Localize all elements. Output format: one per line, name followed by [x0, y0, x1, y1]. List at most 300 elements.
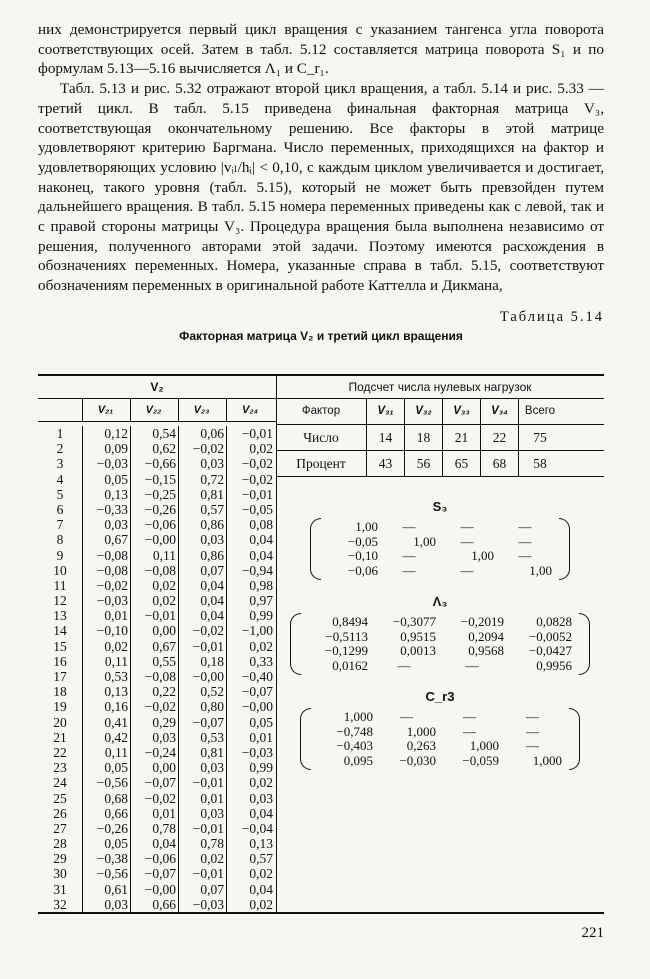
row-number: 25: [38, 791, 83, 806]
table-cell: 0,05: [83, 836, 131, 851]
percent-row: [276, 451, 604, 477]
matrix-row: [324, 535, 556, 550]
table-cell: 0,98: [249, 577, 273, 593]
matrix-cell: 1,000: [406, 723, 436, 739]
table-cell: 0,04: [131, 836, 179, 851]
table-cell: 0,81: [179, 487, 227, 502]
matrix-cell: −0,403: [336, 738, 373, 753]
table-cell: −0,02: [241, 471, 273, 487]
row-number: 22: [38, 745, 83, 760]
table-row: [38, 563, 276, 578]
matrix-cell: —: [518, 533, 532, 549]
table-cell: 0,00: [131, 760, 179, 775]
table-cell: −0,00: [131, 882, 179, 897]
table-cell: −0,03: [179, 897, 227, 912]
table-cell: −0,01: [241, 426, 273, 441]
table-cell: 0,11: [83, 654, 131, 669]
table-cell: 0,72: [179, 472, 227, 487]
matrix-row: [324, 564, 556, 579]
matrix-cell: —: [402, 562, 416, 578]
matrix-cell: —: [402, 519, 416, 534]
table-cell: 0,13: [83, 684, 131, 699]
row-number: 7: [38, 517, 83, 532]
matrix-cell: —: [518, 519, 532, 534]
table-cell: 0,41: [83, 715, 131, 730]
table-row: [38, 426, 276, 441]
column-header: V₂₁: [83, 399, 131, 421]
table-cell: 0,01: [249, 729, 273, 745]
table-cell: −0,06: [131, 851, 179, 866]
row-number: 12: [38, 593, 83, 608]
row-number: 23: [38, 760, 83, 775]
table-cell: −0,01: [241, 486, 273, 502]
column-header: V₂₄: [242, 404, 258, 416]
column-header: V₃₄: [481, 399, 519, 424]
column-header: V₂₂: [131, 399, 179, 421]
table-cell: 0,09: [83, 441, 131, 456]
table-cell: 0,02: [249, 896, 273, 912]
row-number: 2: [38, 441, 83, 456]
table-cell: −0,02: [83, 578, 131, 593]
table-cell: −0,08: [131, 669, 179, 684]
matrix-row: [304, 615, 576, 630]
table-cell: −0,15: [131, 472, 179, 487]
left-parenthesis: [310, 518, 321, 580]
table-cell: 0,02: [179, 851, 227, 866]
table-cell: 0,54: [131, 426, 179, 441]
row-number: 9: [38, 548, 83, 563]
table-cell: −0,01: [131, 608, 179, 623]
table-cell: −0,01: [179, 775, 227, 790]
matrix-cell: −0,3077: [392, 614, 436, 629]
row-number: 17: [38, 669, 83, 684]
table-cell: 0,02: [249, 775, 273, 791]
row-number: 13: [38, 608, 83, 623]
matrix-cell: −0,2019: [460, 614, 504, 629]
table-cell: 0,01: [83, 608, 131, 623]
table-cell: −0,24: [131, 745, 179, 760]
row-number: 5: [38, 487, 83, 502]
table-cell: −0,94: [241, 562, 273, 578]
left-parenthesis: [300, 708, 311, 770]
table-cell: 0,04: [249, 881, 273, 897]
table-cell: 0,01: [131, 806, 179, 821]
table-row: [38, 639, 276, 654]
row-number: 1: [38, 426, 83, 441]
table-cell: −0,38: [83, 851, 131, 866]
matrix-cell: −0,0052: [528, 628, 572, 644]
table-cell: 0,02: [131, 578, 179, 593]
matrix-cell: 0,263: [406, 738, 436, 753]
right-parenthesis: [579, 613, 590, 675]
table-cell: −0,01: [179, 821, 227, 836]
table-cell: −0,07: [131, 866, 179, 881]
row-number: 3: [38, 456, 83, 471]
row-number: 6: [38, 502, 83, 517]
table-cell: −0,08: [83, 563, 131, 578]
v2-header: V₂: [38, 376, 276, 399]
matrix-cell: −0,059: [462, 752, 499, 768]
matrix-cell: —: [400, 709, 413, 724]
table-cell: −0,02: [131, 699, 179, 714]
row-number: 24: [38, 775, 83, 790]
row-number: 8: [38, 532, 83, 547]
matrix-cell: —: [402, 548, 416, 563]
paragraph-2: Табл. 5.13 и рис. 5.32 отражают второй цикл вращения, а табл. 5.14 и рис. 5.33 — третий цикл. В табл. 5.15 приведена финальная факторная матрица V₃, соответствующая окончательному решению. Все факторы в этой матрице удовлетворяют критерию Баргмана. Число переменных, приходящихся на фактор и удовлетворяющих условию |vᵢₗ/hᵢ| < 0,10, с каждым циклом увеличивается и достигает, наконец, такого уровня (табл. 5.15), который не может быть превзойден путем дальнейшего вращения. В табл. 5.15 номера переменных приведены как с левой, так и с правой стороны матрицы V₃. Процедура вращения была выполнена независимо от решения, полученного авторами этой задачи. Поэтому имеются расхождения в обозначениях переменных. Номера, указанные справа в табл. 5.15, соответствуют обозначениям переменных в оригинальной работе Каттелла и Дикмана,: [38, 80, 604, 295]
column-header: V₃₃: [443, 399, 481, 424]
matrix-cell: −0,06: [347, 562, 378, 578]
table-row: [38, 487, 276, 502]
row-number: 14: [38, 623, 83, 638]
matrix-cell: −0,0427: [528, 643, 572, 658]
matrix-cell: 0,0828: [536, 614, 572, 629]
left-parenthesis: [290, 613, 301, 675]
table-cell: 0,03: [179, 806, 227, 821]
matrix-cell: —: [460, 519, 474, 534]
matrix-row: [314, 710, 566, 725]
table-row: [38, 684, 276, 699]
table-cell: 0,04: [249, 547, 273, 563]
table-cell: −0,03: [241, 744, 273, 760]
table-row: [38, 882, 276, 897]
table-cell: −0,33: [83, 502, 131, 517]
table-cell: 58: [533, 456, 547, 471]
lambda3-title: Λ₃: [432, 594, 448, 609]
table-cell: 0,13: [83, 487, 131, 502]
table-cell: −0,66: [131, 456, 179, 471]
table-label: Таблица 5.14: [499, 308, 604, 325]
table-cell: 0,81: [179, 745, 227, 760]
matrix-cell: −0,1299: [324, 643, 368, 658]
table-cell: 0,03: [179, 456, 227, 471]
s3-matrix: [310, 518, 570, 580]
table-cell: 0,61: [83, 882, 131, 897]
table-cell: −0,00: [131, 532, 179, 547]
table-cell: 0,99: [249, 608, 273, 624]
table-cell: 0,97: [249, 593, 273, 609]
table-row: [38, 502, 276, 517]
table-cell: 0,03: [131, 730, 179, 745]
table-cell: 0,05: [83, 472, 131, 487]
table-cell: 0,52: [179, 684, 227, 699]
table-cell: 0,04: [179, 578, 227, 593]
table-cell: 0,57: [179, 502, 227, 517]
matrix-cell: 1,000: [532, 752, 562, 768]
count-header: Подсчет числа нулевых нагрузок: [276, 376, 604, 399]
table-cell: 0,06: [179, 426, 227, 441]
table-cell: 0,66: [83, 806, 131, 821]
table-cell: 0,05: [249, 714, 273, 730]
table-row: [38, 851, 276, 866]
table-cell: 0,29: [131, 715, 179, 730]
table-row: [38, 821, 276, 836]
column-header: V₂₃: [179, 399, 227, 421]
table-cell: 0,04: [249, 532, 273, 548]
s3-title: S₃: [432, 499, 448, 514]
table-cell: 0,66: [131, 897, 179, 912]
table-cell: 0,67: [83, 532, 131, 547]
row-number: 31: [38, 882, 83, 897]
matrix-row: [304, 659, 576, 674]
table-cell: 0,53: [83, 669, 131, 684]
table-cell: −0,40: [241, 669, 273, 684]
table-cell: 65: [443, 451, 481, 476]
row-number: 20: [38, 715, 83, 730]
matrix-cell: 0,8494: [332, 614, 368, 629]
matrix-cell: —: [397, 657, 411, 673]
row-number: 30: [38, 866, 83, 881]
row-number: 27: [38, 821, 83, 836]
table-cell: 0,55: [131, 654, 179, 669]
table-cell: 43: [367, 451, 405, 476]
table-cell: Процент: [276, 451, 367, 476]
table-cell: −0,02: [179, 623, 227, 638]
table-cell: −0,56: [83, 775, 131, 790]
matrix-cell: —: [518, 548, 532, 563]
table-cell: 0,78: [179, 836, 227, 851]
table-cell: 0,12: [83, 426, 131, 441]
table-row: [38, 472, 276, 487]
table-cell: −0,02: [179, 441, 227, 456]
matrix-cell: —: [463, 709, 476, 724]
matrix-cell: 0,9956: [536, 657, 572, 673]
table-cell: Число: [276, 425, 367, 450]
table-cell: 0,33: [249, 653, 273, 669]
table-cell: −0,07: [241, 684, 273, 700]
table-row: [38, 699, 276, 714]
matrix-cell: −0,05: [347, 533, 378, 549]
table-cell: 0,00: [131, 623, 179, 638]
table-cell: −0,03: [83, 593, 131, 608]
table-cell: 0,03: [249, 790, 273, 806]
table-cell: 0,03: [83, 897, 131, 912]
table-cell: 0,01: [179, 791, 227, 806]
matrix-cell: 0,095: [343, 752, 373, 768]
table-cell: 21: [443, 425, 481, 450]
matrix-cell: 1,000: [469, 738, 499, 753]
matrix-cell: 1,00: [529, 562, 552, 578]
matrix-cell: −0,748: [336, 723, 373, 739]
table-cell: −1,00: [241, 623, 273, 639]
matrix-row: [324, 549, 556, 564]
table-cell: 0,07: [179, 882, 227, 897]
table-row: [38, 623, 276, 638]
table-cell: 0,02: [249, 638, 273, 654]
row-number: 32: [38, 897, 83, 912]
table-cell: 0,16: [83, 699, 131, 714]
table-cell: −0,56: [83, 866, 131, 881]
right-parenthesis: [569, 708, 580, 770]
matrix-cell: 0,9568: [468, 643, 504, 658]
table-row: [38, 456, 276, 471]
table-cell: 0,03: [83, 517, 131, 532]
column-header: V₃₂: [405, 399, 443, 424]
row-number: 19: [38, 699, 83, 714]
matrix-cell: —: [526, 709, 539, 724]
matrix-cell: 0,9515: [400, 628, 436, 644]
table-row: [38, 441, 276, 456]
matrix-row: [314, 739, 566, 754]
row-number: 10: [38, 563, 83, 578]
table-cell: 56: [405, 451, 443, 476]
table-cell: 0,03: [179, 532, 227, 547]
table-cell: −0,05: [241, 501, 273, 517]
table-cell: −0,02: [131, 791, 179, 806]
table-cell: −0,08: [131, 563, 179, 578]
table-row: [38, 791, 276, 806]
matrix-cell: —: [460, 533, 474, 549]
table-cell: 0,80: [179, 699, 227, 714]
table-cell: 0,42: [83, 730, 131, 745]
table-cell: 0,13: [249, 836, 273, 852]
matrix-row: [304, 630, 576, 645]
matrix-cell: 1,000: [343, 709, 373, 724]
matrix-cell: —: [526, 738, 539, 753]
table-cell: 0,67: [131, 639, 179, 654]
matrix-cell: —: [463, 723, 476, 739]
count-row: [276, 425, 604, 451]
table-cell: −0,03: [83, 456, 131, 471]
matrix-row: [324, 520, 556, 535]
matrix-cell: 1,00: [413, 533, 436, 549]
table-cell: −0,02: [241, 456, 273, 472]
matrix-cell: —: [465, 657, 479, 673]
table-cell: −0,07: [179, 715, 227, 730]
column-header: Всего: [524, 405, 556, 417]
table-cell: 0,86: [179, 517, 227, 532]
table-cell: −0,08: [83, 548, 131, 563]
table-cell: 0,08: [249, 517, 273, 533]
matrix-row: [314, 725, 566, 740]
table-cell: 0,99: [249, 760, 273, 776]
row-number: 16: [38, 654, 83, 669]
table-cell: −0,00: [241, 699, 273, 715]
lambda3-matrix: [290, 613, 590, 675]
table-row: [38, 836, 276, 851]
table-cell: 0,78: [131, 821, 179, 836]
cr3-title: C_r3: [425, 689, 455, 704]
table-row: [38, 608, 276, 623]
table-cell: 0,05: [83, 760, 131, 775]
matrix-row: [304, 644, 576, 659]
table-cell: −0,04: [241, 820, 273, 836]
table-cell: 18: [405, 425, 443, 450]
table-cell: −0,06: [131, 517, 179, 532]
row-number: 18: [38, 684, 83, 699]
table-row: [38, 715, 276, 730]
zero-loading-panel: [276, 376, 604, 912]
table-cell: 0,11: [131, 548, 179, 563]
row-number: 26: [38, 806, 83, 821]
table-row: [38, 654, 276, 669]
table-row: [38, 897, 276, 912]
page: [38, 20, 604, 343]
table-cell: −0,01: [179, 866, 227, 881]
row-number: 4: [38, 472, 83, 487]
table-cell: −0,10: [83, 623, 131, 638]
row-number: 15: [38, 639, 83, 654]
matrix-cell: −0,5113: [325, 628, 368, 644]
table-row: [38, 730, 276, 745]
table-cell: 0,04: [179, 593, 227, 608]
table-cell: −0,01: [179, 639, 227, 654]
column-header: Фактор: [276, 399, 367, 424]
factor-table: [38, 374, 604, 914]
table-cell: 0,62: [131, 441, 179, 456]
page-number: 221: [581, 925, 604, 941]
table-cell: 0,86: [179, 548, 227, 563]
table-cell: 0,03: [179, 760, 227, 775]
matrix-row: [314, 754, 566, 769]
matrix-cell: 1,00: [471, 548, 494, 563]
row-number-header: [38, 399, 83, 421]
count-column-headers: [276, 399, 604, 425]
table-cell: 0,02: [131, 593, 179, 608]
matrix-cell: 0,0162: [332, 657, 368, 673]
table-cell: −0,00: [179, 669, 227, 684]
table-cell: 0,18: [179, 654, 227, 669]
table-cell: 0,53: [179, 730, 227, 745]
table-row: [38, 866, 276, 881]
table-row: [38, 669, 276, 684]
v2-matrix: [38, 376, 277, 912]
row-number: 29: [38, 851, 83, 866]
table-row: [38, 593, 276, 608]
table-cell: −0,26: [131, 502, 179, 517]
table-cell: 0,02: [249, 441, 273, 457]
table-row: [38, 578, 276, 593]
table-cell: 14: [367, 425, 405, 450]
table-cell: 0,02: [249, 866, 273, 882]
paragraph-1: них демонстрируется первый цикл вращения с указанием тангенса угла поворота соответствующих осей. Затем в табл. 5.12 составляется матрица поворота S₁ и по формулам 5.13—5.16 вычисляется Λ₁ и C_r₁.: [38, 21, 604, 78]
table-cell: 0,57: [249, 851, 273, 867]
v2-column-headers: [38, 399, 276, 422]
table-row: [38, 532, 276, 547]
table-row: [38, 745, 276, 760]
v2-rows: [38, 422, 276, 912]
row-number: 21: [38, 730, 83, 745]
table-cell: 75: [533, 430, 547, 445]
table-row: [38, 775, 276, 790]
table-cell: 0,02: [83, 639, 131, 654]
matrix-cell: 0,2094: [468, 628, 504, 644]
table-cell: 0,07: [179, 563, 227, 578]
matrix-cell: −0,10: [347, 548, 378, 563]
matrix-cell: —: [526, 723, 539, 739]
table-cell: 0,11: [83, 745, 131, 760]
column-header: V₃₁: [367, 399, 405, 424]
table-cell: 22: [481, 425, 519, 450]
table-row: [38, 806, 276, 821]
table-cell: −0,07: [131, 775, 179, 790]
table-cell: 0,68: [83, 791, 131, 806]
table-row: [38, 760, 276, 775]
table-row: [38, 517, 276, 532]
table-cell: 0,22: [131, 684, 179, 699]
table-title: Факторная матрица V₂ и третий цикл вращения: [179, 328, 463, 343]
row-number: 11: [38, 578, 83, 593]
table-cell: 68: [481, 451, 519, 476]
table-cell: −0,25: [131, 487, 179, 502]
table-cell: 0,04: [179, 608, 227, 623]
cr3-matrix: [300, 708, 580, 770]
row-number: 28: [38, 836, 83, 851]
right-parenthesis: [559, 518, 570, 580]
matrix-cell: 0,0013: [400, 643, 436, 658]
matrix-cell: —: [460, 562, 474, 578]
matrix-cell: −0,030: [399, 752, 436, 768]
table-cell: 0,04: [249, 805, 273, 821]
